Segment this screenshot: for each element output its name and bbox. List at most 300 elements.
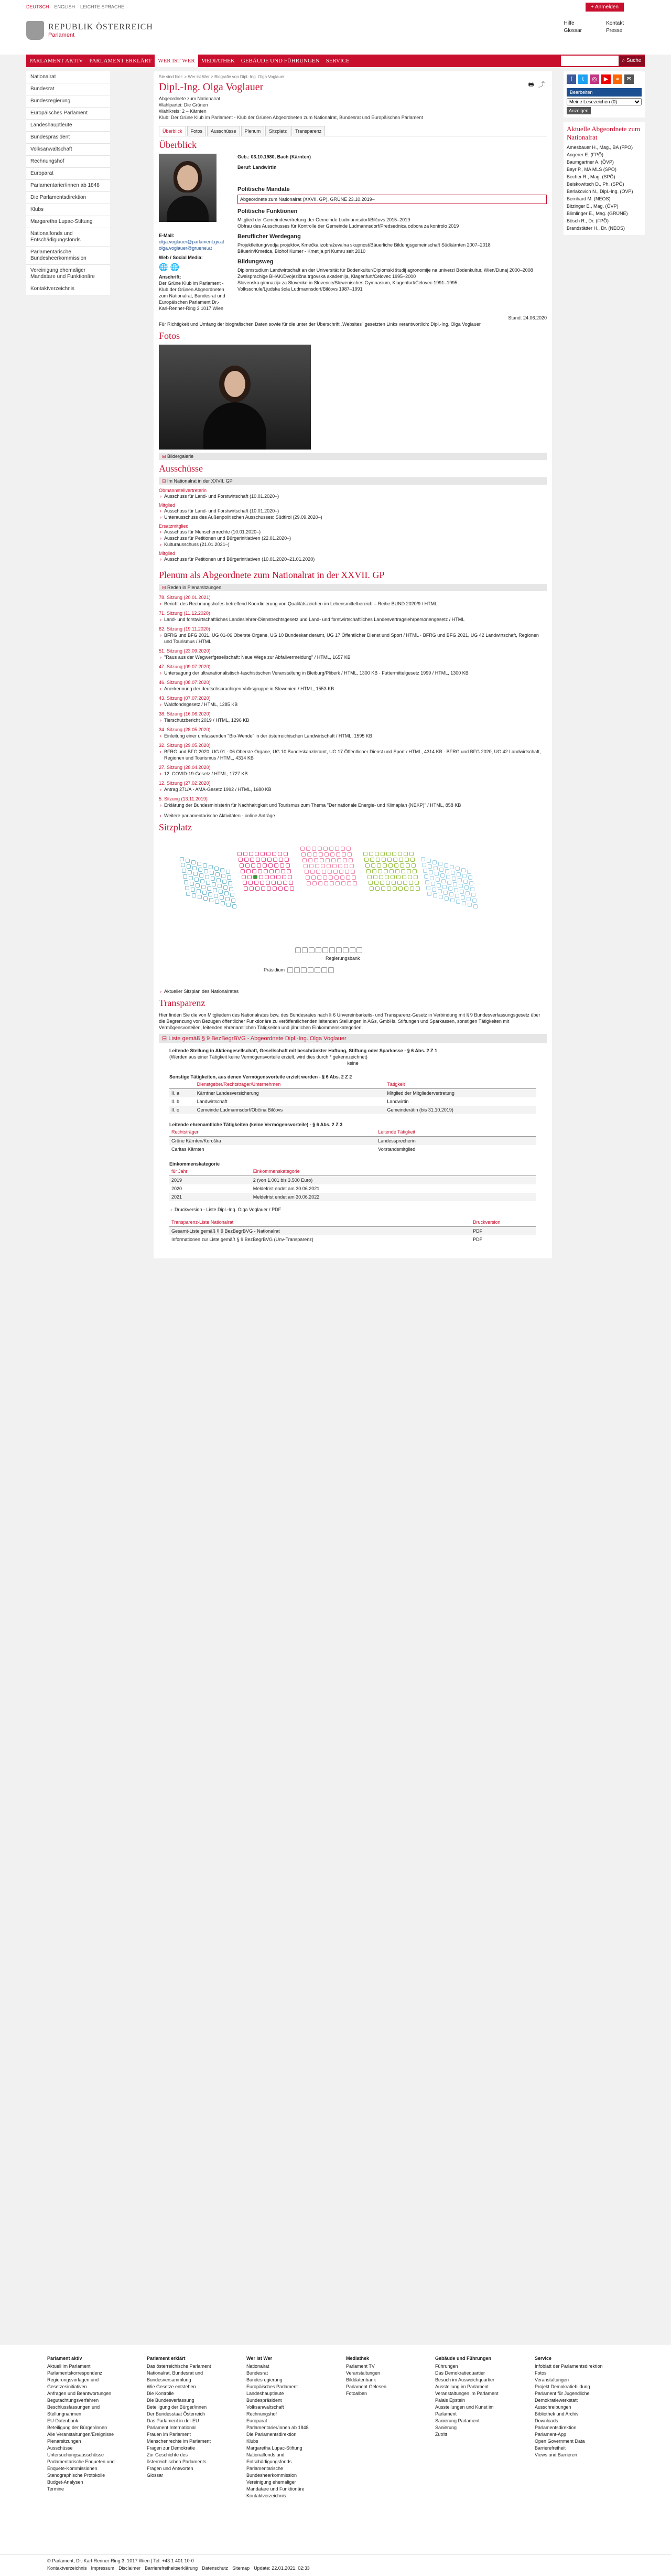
seat [398, 852, 402, 856]
table-cell: 2 (von 1.001 bis 3.500 Euro) [251, 1176, 536, 1185]
gp-toggle[interactable] [159, 477, 547, 485]
seat [225, 897, 230, 901]
footer-link[interactable]: Parlamentarier/innen ab 1848 [246, 2425, 309, 2430]
seat [307, 881, 311, 885]
nav-parlament-erklaert[interactable]: PARLAMENT ERKLÄRT [89, 58, 152, 64]
footer-link[interactable]: Bilddatenbank [346, 2377, 376, 2382]
seat [205, 875, 209, 879]
footer-link[interactable]: Veranstaltungen [346, 2370, 381, 2376]
gallery-photo[interactable] [159, 345, 311, 450]
government-seat [356, 947, 362, 953]
sidebar-item[interactable]: Kontaktverzeichnis [26, 283, 110, 295]
session-date[interactable]: 47. Sitzung (09.07.2020) [159, 664, 211, 669]
session-date[interactable]: 5. Sitzung (13.11.2019) [159, 796, 208, 801]
footer-link[interactable]: Das österreichische Parlament [147, 2364, 211, 2369]
footer-link[interactable]: Die Bundesverfassung [147, 2398, 194, 2403]
footer-link[interactable]: Klubs [246, 2439, 258, 2444]
footer-link[interactable]: Aktuell im Parlament [47, 2364, 91, 2369]
seat [273, 886, 277, 891]
footer-link[interactable]: Wie Gesetze entstehen [147, 2384, 196, 2389]
session-date[interactable]: 38. Sitzung (16.06.2020) [159, 711, 211, 717]
footer-link[interactable]: Budget-Analysen [47, 2479, 83, 2485]
footer-link[interactable]: Die Parlamentsdirektion [246, 2432, 297, 2437]
committee-item[interactable]: › Ausschuss für Land- und Forstwirtschaft (10.01.2020–) [159, 508, 547, 514]
mail-icon[interactable]: ✉ [624, 74, 634, 84]
session-entry [159, 648, 547, 660]
seat [321, 864, 325, 868]
globe-icon[interactable]: 🌐 [159, 263, 168, 271]
footer-link[interactable]: Sanierung Parlament [435, 2418, 480, 2423]
sidebar-item[interactable]: Europäisches Parlament [26, 108, 110, 120]
login-button[interactable]: + Anmelden [586, 3, 624, 12]
seat-plan-link[interactable]: › Aktueller Sitzplan des Nationalrates [159, 988, 547, 995]
footer-link[interactable]: Parlamentsdirektion [535, 2425, 577, 2430]
current-members-heading: Aktuelle Abgeordnete zum Nationalrat [567, 125, 641, 141]
footer-link[interactable]: Open Government Data [535, 2439, 585, 2444]
seat [372, 869, 376, 873]
seat [317, 875, 321, 880]
t1-note: (Werden aus einer Tätigkeit keine Vermögensvorteile erzielt, wird dies durch * gekennzeichnet) [169, 1054, 367, 1060]
seat [275, 869, 279, 873]
seat [349, 858, 353, 862]
seat [375, 852, 379, 856]
footer-link[interactable]: Termine [47, 2486, 64, 2492]
seat [383, 863, 387, 868]
seat [449, 892, 453, 896]
header-links-2 [606, 20, 624, 35]
mandate-heading: Politische Mandate [237, 186, 290, 193]
seat [408, 875, 412, 879]
seat [466, 891, 470, 895]
footer-link[interactable]: Fragen und Antworten [147, 2466, 193, 2471]
lang-de[interactable]: DEUTSCH [26, 4, 49, 9]
footer-bottom-link[interactable]: Impressum [91, 2566, 115, 2571]
share-icon[interactable]: ⤴ [538, 81, 545, 88]
footer-link[interactable]: Europarat [246, 2418, 267, 2423]
sidebar-item[interactable]: Parlamentarische Bundesheerkommission [26, 247, 110, 265]
footer-link[interactable]: Margaretha Lupac-Stiftung [246, 2445, 302, 2451]
session-topic[interactable]: › Tierschutzbericht 2019 / HTML, 1296 KB [159, 717, 547, 723]
footer-link[interactable]: Parlamentarische Bundesheerkommission [246, 2466, 297, 2478]
sidebar-item[interactable]: Parlamentarier/innen ab 1848 [26, 180, 110, 192]
session-date[interactable]: 12. Sitzung (27.02.2020) [159, 781, 211, 786]
footer-bottom-link[interactable]: Kontaktverzeichnis [47, 2566, 87, 2571]
footer-link[interactable]: Bundesregierung [246, 2377, 283, 2382]
session-topic[interactable]: › Einleitung einer umfassenden "Bio-Wende" in der österreichischen Landwirtschaft / HTML, 1595 KB [159, 733, 547, 739]
seat [283, 881, 287, 885]
footer-link[interactable]: Ausstellungen und Kunst im Parlament [435, 2404, 494, 2417]
seat [224, 891, 229, 895]
seat [340, 875, 344, 880]
sidebar-item[interactable]: Volksanwaltschaft [26, 144, 110, 156]
seat [436, 878, 440, 882]
sub-line: Wahlkreis: 2 – Kärnten [159, 109, 207, 114]
minus-icon: ⊟ [162, 478, 168, 484]
seat [305, 870, 309, 874]
sidebar-item[interactable]: Vereinigung ehemaliger Mandatare und Funktionäre [26, 265, 110, 283]
seat [226, 870, 230, 874]
seat [259, 875, 263, 879]
seat [252, 869, 256, 873]
sidebar-item[interactable]: Bundesregierung [26, 95, 110, 108]
gp-label: Im Nationalrat in der XXVII. GP [167, 478, 233, 484]
search-input[interactable] [561, 56, 619, 66]
member-link[interactable]: Amesbauer H., Mag., BA (FPÖ) [567, 145, 633, 150]
footer-link[interactable]: Ausstellung im Parlament [435, 2384, 489, 2389]
member-link[interactable]: Brandstätter H., Dr. (NEOS) [567, 226, 625, 231]
footer-link[interactable]: Projekt Demokratiebildung [535, 2384, 590, 2389]
seat [366, 869, 371, 873]
footer-link[interactable]: Plenarsitzungen [47, 2439, 81, 2444]
footer-col-heading[interactable]: Parlament aktiv [47, 2356, 82, 2361]
seat [445, 896, 449, 901]
footer-link[interactable]: Rechnungshof [246, 2411, 277, 2417]
session-date[interactable]: 62. Sitzung (19.11.2020) [159, 626, 210, 632]
footer-link[interactable]: Begutachtungsverfahren [47, 2398, 99, 2403]
table-row [169, 1227, 536, 1236]
seat [334, 875, 339, 880]
footer-link[interactable]: Barrierefreiheit [535, 2445, 566, 2451]
help-link[interactable]: Hilfe [564, 20, 575, 26]
committee-item[interactable]: › Ausschuss für Petitionen und Bürgerinitiativen (10.01.2020–21.01.2020) [159, 556, 547, 562]
footer-bottom-link[interactable]: Disclaimer [118, 2566, 141, 2571]
seat [185, 886, 189, 890]
footer-col-heading[interactable]: Parlament erklärt [147, 2356, 186, 2361]
seat [311, 875, 316, 880]
footer-link[interactable]: Stenographische Protokolle [47, 2473, 105, 2478]
seat [395, 869, 399, 873]
footer-link[interactable]: Beschlussfassungen und Stellungnahmen [47, 2404, 100, 2417]
footer-link[interactable]: Besuch im Ausweichquartier [435, 2377, 495, 2382]
footer-link[interactable]: Beteiligung der Bürger/innen [147, 2404, 207, 2410]
table-row [169, 1097, 536, 1106]
seat [338, 864, 342, 868]
footer-link[interactable]: Nationalrat, Bundesrat und Bundesversammlung [147, 2370, 203, 2382]
seat [194, 878, 199, 882]
speeches-toggle[interactable] [159, 584, 547, 591]
seat [335, 847, 339, 851]
session-date[interactable]: 46. Sitzung (08.07.2020) [159, 680, 211, 685]
seat [331, 858, 336, 862]
seat [386, 881, 390, 885]
committee-item[interactable]: › Unterausschuss des Außenpolitischen Ausschusses: Südtirol (29.09.2020–) [159, 514, 547, 520]
footer-bottom-link[interactable]: Barrierefreiheitserklärung [145, 2566, 198, 2571]
seat [375, 886, 380, 891]
footer-link[interactable]: Glossar [147, 2473, 164, 2478]
member-link[interactable]: Bayr P., MA MLS (SPÖ) [567, 167, 616, 172]
seat [300, 847, 305, 851]
gallery-link[interactable] [159, 453, 547, 460]
nav-service[interactable]: SERVICE [326, 58, 350, 64]
tab-plenum[interactable]: Plenum [241, 126, 265, 136]
footer-col-heading[interactable]: Wer ist Wer [246, 2356, 273, 2361]
seat [248, 881, 253, 885]
member-link[interactable]: Blimlinger E., Mag. (GRÜNE) [567, 211, 628, 216]
nav-gebaeude[interactable]: GEBÄUDE UND FÜHRUNGEN [241, 58, 320, 64]
lang-en[interactable]: ENGLISH [54, 4, 75, 9]
session-topic[interactable]: › BFRG und BFG 2021, UG 01-06 Oberste Organe, UG 10 Bundeskanzleramt, UG 17 Öffentlicher Dienst und Sport / HTML · BFRG und BFG 2021, UG 42 Landwirtschaft, Regionen und Tourismus / HTML [159, 632, 547, 645]
print-icon[interactable]: 🖶 [528, 81, 534, 88]
footer-link[interactable]: Nationalfonds und Entschädigungsfonds [246, 2452, 292, 2464]
overview-heading: Überblick [159, 140, 197, 150]
seat [279, 858, 283, 862]
bookmarks-select[interactable] [567, 98, 642, 105]
sidebar-item[interactable]: Margaretha Lupac-Stiftung [26, 216, 110, 228]
table-header: Leitende Tätigkeit [376, 1128, 536, 1137]
functions-heading: Politische Funktionen [237, 208, 298, 215]
twitter-icon[interactable]: t [578, 74, 588, 84]
member-link[interactable]: Baumgartner A. (ÖVP) [567, 159, 614, 165]
footer-link[interactable]: Zur Geschichte des österreichischen Parlaments [147, 2452, 207, 2464]
footer-link[interactable]: Downloads [535, 2418, 558, 2423]
member-link[interactable]: Berlakovich N., Dipl.-Ing. (ÖVP) [567, 189, 633, 194]
seat [272, 852, 276, 856]
facebook-icon[interactable]: f [567, 74, 576, 84]
footer-link[interactable]: Anfragen und Beantwortungen [47, 2391, 112, 2396]
footer-link[interactable]: Der Bundesstaat Österreich [147, 2411, 205, 2417]
seat [214, 894, 218, 898]
footer-link[interactable]: Die Kontrolle [147, 2391, 174, 2396]
footer-link[interactable]: Views und Barrieren [535, 2452, 577, 2457]
seat [467, 870, 471, 874]
seat [232, 904, 236, 908]
member-link[interactable]: Becher R., Mag. (SPÖ) [567, 174, 615, 179]
seat [409, 852, 414, 856]
seat [198, 868, 202, 872]
footer-col-heading[interactable]: Mediathek [346, 2356, 370, 2361]
committee-role: Ersatzmitglied [159, 523, 189, 529]
committees-heading: Ausschüsse [159, 463, 203, 474]
session-topic[interactable]: › BFRG und BFG 2020, UG 01 - 06 Oberste Organe, UG 10 Bundeskanzleramt, UG 17 Öffentlicher Dienst und Sport / HTML, 4314 KB · BFRG und BFG 2020, UG 42 Landwirtschaft, Regionen und Tourismus / HTML, 4314 KB [159, 749, 547, 761]
footer-col-heading[interactable]: Gebäude und Führungen [435, 2356, 491, 2361]
youtube-icon[interactable]: ▶ [601, 74, 611, 84]
footer-link[interactable]: Parlament International [147, 2425, 196, 2430]
footer-bottom-link[interactable]: Update: 22.01.2021, 02:33 [254, 2566, 310, 2571]
table-cell: 2021 [169, 1193, 251, 1201]
search-button[interactable] [619, 56, 645, 66]
seat [314, 858, 318, 862]
seat [215, 872, 220, 877]
government-seat [302, 947, 308, 953]
footer-link[interactable]: Zutritt [435, 2432, 448, 2437]
logo[interactable] [26, 21, 153, 40]
footer-link[interactable]: Ausschreibungen [535, 2404, 571, 2410]
seat [304, 864, 308, 868]
footer-link[interactable]: Parlament TV [346, 2364, 375, 2369]
tab-transparenz[interactable]: Transparenz [291, 126, 325, 136]
seat [226, 903, 231, 907]
session-topic[interactable]: › Waldfondsgesetz / HTML, 1285 KB [159, 701, 547, 708]
footer-link[interactable]: Bundespräsident [246, 2398, 282, 2403]
sidebar-item[interactable]: Rechnungshof [26, 156, 110, 168]
breadcrumb: Sie sind hier: > Wer ist Wer > Biografie von Dipl.-Ing. Olga Voglauer [159, 74, 285, 79]
member-link[interactable]: Beiskowitsch D., Ph. (SPÖ) [567, 181, 624, 187]
list-toggle[interactable] [159, 1034, 547, 1043]
footer-link[interactable]: Veranstaltungen im Parlament [435, 2391, 499, 2396]
tab-ueberblick[interactable]: Überblick [159, 126, 186, 136]
seat [427, 892, 431, 896]
instagram-icon[interactable]: ◎ [590, 74, 599, 84]
footer-bottom-link[interactable]: Datenschutz [202, 2566, 229, 2571]
eagle-logo-icon [26, 21, 44, 40]
footer-link[interactable]: Fotoalben [346, 2391, 367, 2396]
further-activities-link[interactable]: › Weitere parlamentarische Aktivitäten - online Anträge [159, 813, 547, 819]
committee-item[interactable]: › Ausschuss für Petitionen und Bürgerinitiativen (22.01.2020–) [159, 535, 547, 541]
session-topic[interactable]: › Antrag 271/A - AMA-Gesetz 1992 / HTML, 1680 KB [159, 786, 547, 793]
session-topic[interactable]: › 12. COVID-19-Gesetz / HTML, 1727 KB [159, 771, 547, 777]
search-button-label: Suche [626, 58, 642, 63]
seat [306, 847, 310, 851]
tab-sitzplatz[interactable]: Sitzplatz [265, 126, 290, 136]
footer-link[interactable]: Volksanwaltschaft [246, 2404, 284, 2410]
seat [369, 852, 373, 856]
sidebar-item[interactable]: Bundespräsident [26, 132, 110, 144]
footer-link[interactable]: Demokratiewerkstatt [535, 2398, 578, 2403]
seat [255, 886, 259, 891]
footer-link[interactable]: Regierungsvorlagen und Gesetzesinitiativen [47, 2377, 99, 2389]
session-date[interactable]: 34. Sitzung (28.05.2020) [159, 727, 211, 732]
member-link[interactable]: Bitzinger E., Mag. (ÖVP) [567, 204, 619, 209]
session-date[interactable]: 43. Sitzung (07.07.2020) [159, 696, 211, 701]
footer-link[interactable]: Veranstaltungen [535, 2377, 569, 2382]
sidebar-item[interactable]: Bundesrat [26, 83, 110, 95]
rss-icon[interactable]: ≈ [613, 74, 622, 84]
lang-simple[interactable]: LEICHTE SPRACHE [80, 4, 125, 9]
footer-link[interactable]: Beteiligung der Bürger/innen [47, 2425, 107, 2430]
show-bookmarks-button[interactable]: Anzeigen [567, 107, 591, 114]
session-date[interactable]: 51. Sitzung (23.09.2020) [159, 648, 211, 654]
email-link[interactable]: olga.voglauer@parlament.gv.at [159, 239, 224, 244]
footer-link[interactable]: Menschenrechte im Parlament [147, 2439, 211, 2444]
sidebar-item[interactable]: Landeshauptleute [26, 120, 110, 132]
footer-link[interactable]: Alle Veranstaltungen/Ereignisse [47, 2432, 114, 2437]
government-seat [350, 947, 355, 953]
seat [346, 875, 350, 880]
seat [316, 870, 320, 874]
government-seat [329, 947, 335, 953]
footer-link[interactable]: Sanierung [435, 2425, 457, 2430]
seat [286, 863, 290, 868]
footer-link[interactable]: Vereinigung ehemaliger Mandatare und Funktionäre [246, 2479, 305, 2492]
footer-link[interactable]: EU-Datenbank [47, 2418, 79, 2423]
seat [347, 847, 351, 851]
session-topic[interactable]: › Untersagung der ultranationalistisch-faschistischen Veranstaltung in Bleiburg/Pliberk / HTML, 1300 KB · Futtermittelgesetz 1999 / HTML, 1300 KB [159, 670, 547, 676]
sidebar-item[interactable]: Nationalfonds und Entschädigungsfonds [26, 228, 110, 247]
footer-link[interactable]: Europäisches Parlament [246, 2384, 298, 2389]
seat [473, 904, 478, 908]
session-date[interactable]: 27. Sitzung (28.04.2020) [159, 765, 211, 770]
seat [272, 881, 276, 885]
email-link[interactable]: olga.voglauer@gruene.at [159, 245, 212, 251]
footer-link[interactable]: Palais Epstein [435, 2398, 466, 2403]
sidebar-item[interactable]: Klubs [26, 204, 110, 216]
seat [339, 870, 343, 874]
tab-fotos[interactable]: Fotos [187, 126, 207, 136]
footer-link[interactable]: Das Demokratiequartier [435, 2370, 485, 2376]
session-date[interactable]: 78. Sitzung (20.01.2021) [159, 595, 211, 600]
committee-item[interactable]: › Ausschuss für Land- und Forstwirtschaft (10.01.2020–) [159, 493, 547, 499]
birth-info: Geb.: 03.10.1980, Bach (Kärnten) [237, 154, 311, 159]
footer-link[interactable]: Führungen [435, 2364, 458, 2369]
session-date[interactable]: 32. Sitzung (29.05.2020) [159, 743, 211, 748]
footer-link[interactable]: Das Parlament in der EU [147, 2418, 199, 2423]
session-topic[interactable]: › Bericht des Rechnungshofes betreffend Koordinierung von Qualitätszeichen im Lebensmittelbereich – Reihe BUND 2020/9 / HTML [159, 601, 547, 607]
globe-icon[interactable]: 🌐 [170, 263, 179, 271]
seat [396, 875, 401, 879]
footer-link[interactable]: Fragen zur Demokratie [147, 2445, 196, 2451]
seat [470, 887, 474, 891]
portrait-photo[interactable] [159, 154, 217, 222]
footer-link[interactable]: Ausschüsse [47, 2445, 73, 2451]
press-link[interactable]: Presse [606, 28, 623, 34]
seat [182, 869, 186, 873]
seat [405, 858, 409, 862]
nav-parlament-aktiv[interactable]: PARLAMENT AKTIV [29, 58, 83, 64]
footer-link[interactable]: Infoblatt der Parlamentsdirektion [535, 2364, 603, 2369]
session-topic[interactable]: › Land- und forstwirtschaftliches Landeslehrer-Dienstrechtsgesetz und Land- und forstwirtschaftliches Landesvertragslehrpersonengesetz / HTML [159, 616, 547, 623]
footer-link[interactable]: Bibliothek und Archiv [535, 2411, 579, 2417]
session-topic[interactable]: › Anerkennung der deutschsprachigen Volksgruppe in Slowenien / HTML, 1553 KB [159, 686, 547, 692]
footer-link[interactable]: Parlament Gelesen [346, 2384, 387, 2389]
session-topic[interactable]: › "Raus aus der Wegwerfgesellschaft: Neue Wege zur Abfallvermeidung" / HTML, 1657 KB [159, 654, 547, 660]
t1-value: keine [347, 1061, 359, 1066]
footer-link[interactable]: Parlament für Jugendliche [535, 2391, 590, 2396]
seat [284, 852, 288, 856]
footer-link[interactable]: Parlament-App [535, 2432, 567, 2437]
seat [434, 866, 438, 870]
footer-col-heading[interactable]: Service [535, 2356, 552, 2361]
footer-link[interactable]: Parlamentarische Enqueten und Enquete-Kommissionen [47, 2459, 115, 2471]
header [0, 14, 671, 55]
sidebar-item[interactable]: Nationalrat [26, 71, 110, 83]
seat [221, 874, 225, 878]
tab-ausschuesse[interactable]: Ausschüsse [207, 126, 240, 136]
print-version-link[interactable]: › Druckversion - Liste Dipl.-Ing. Olga Voglauer / PDF [169, 1206, 536, 1213]
member-link[interactable]: Bernhard M. (NEOS) [567, 196, 611, 201]
session-date[interactable]: 71. Sitzung (11.12.2020) [159, 611, 210, 616]
member-link[interactable]: Angerer E. (FPÖ) [567, 152, 604, 157]
footer-bottom-link[interactable]: Sitemap [232, 2566, 250, 2571]
footer-link[interactable]: Fotos [535, 2370, 547, 2376]
footer-link[interactable]: Landeshauptleute [246, 2391, 284, 2396]
footer-link[interactable]: Nationalrat [246, 2364, 269, 2369]
footer-link[interactable]: Bundesrat [246, 2370, 268, 2376]
table-header [169, 1080, 195, 1089]
footer-link[interactable]: Frauen im Parlament [147, 2432, 191, 2437]
session-topic[interactable]: › Erklärung der Bundesministerin für Nachhaltigkeit und Tourismus zum Thema "Der nationale Energie- und Klimaplan (NEKP)" / HTML, 858 KB [159, 802, 547, 808]
footer-link[interactable]: Kontaktverzeichnis [246, 2493, 286, 2498]
committee-item[interactable]: › Kulturausschuss (21.01.2021–) [159, 541, 547, 548]
footer-copyright: © Parlament, Dr.-Karl-Renner-Ring 3, 1017 Wien | Tel. +43 1 401 10-0 [47, 2558, 194, 2563]
sidebar-item[interactable]: Die Parlamentsdirektion [26, 192, 110, 204]
bookmarks-header[interactable]: Bearbeiten [567, 88, 642, 97]
committee-item[interactable]: › Ausschuss für Menschenrechte (10.01.2020–) [159, 529, 547, 535]
contact-link[interactable]: Kontakt [606, 20, 624, 26]
seat [328, 870, 332, 874]
footer-link[interactable]: Parlamentskorrespondenz [47, 2370, 103, 2376]
footer-link[interactable]: Untersuchungsausschüsse [47, 2452, 104, 2457]
seat [324, 881, 328, 885]
nav-mediathek[interactable]: MEDIATHEK [201, 58, 235, 64]
glossary-link[interactable]: Glossar [564, 28, 582, 34]
seat [385, 875, 389, 879]
member-link[interactable]: Bösch R., Dr. (FPÖ) [567, 218, 609, 223]
sub-line: Wahlpartei: Die Grünen [159, 102, 208, 108]
nav-wer-ist-wer[interactable]: WER IST WER [155, 55, 198, 67]
seat [312, 847, 316, 851]
seat [184, 880, 188, 884]
sidebar-item[interactable]: Europarat [26, 168, 110, 180]
